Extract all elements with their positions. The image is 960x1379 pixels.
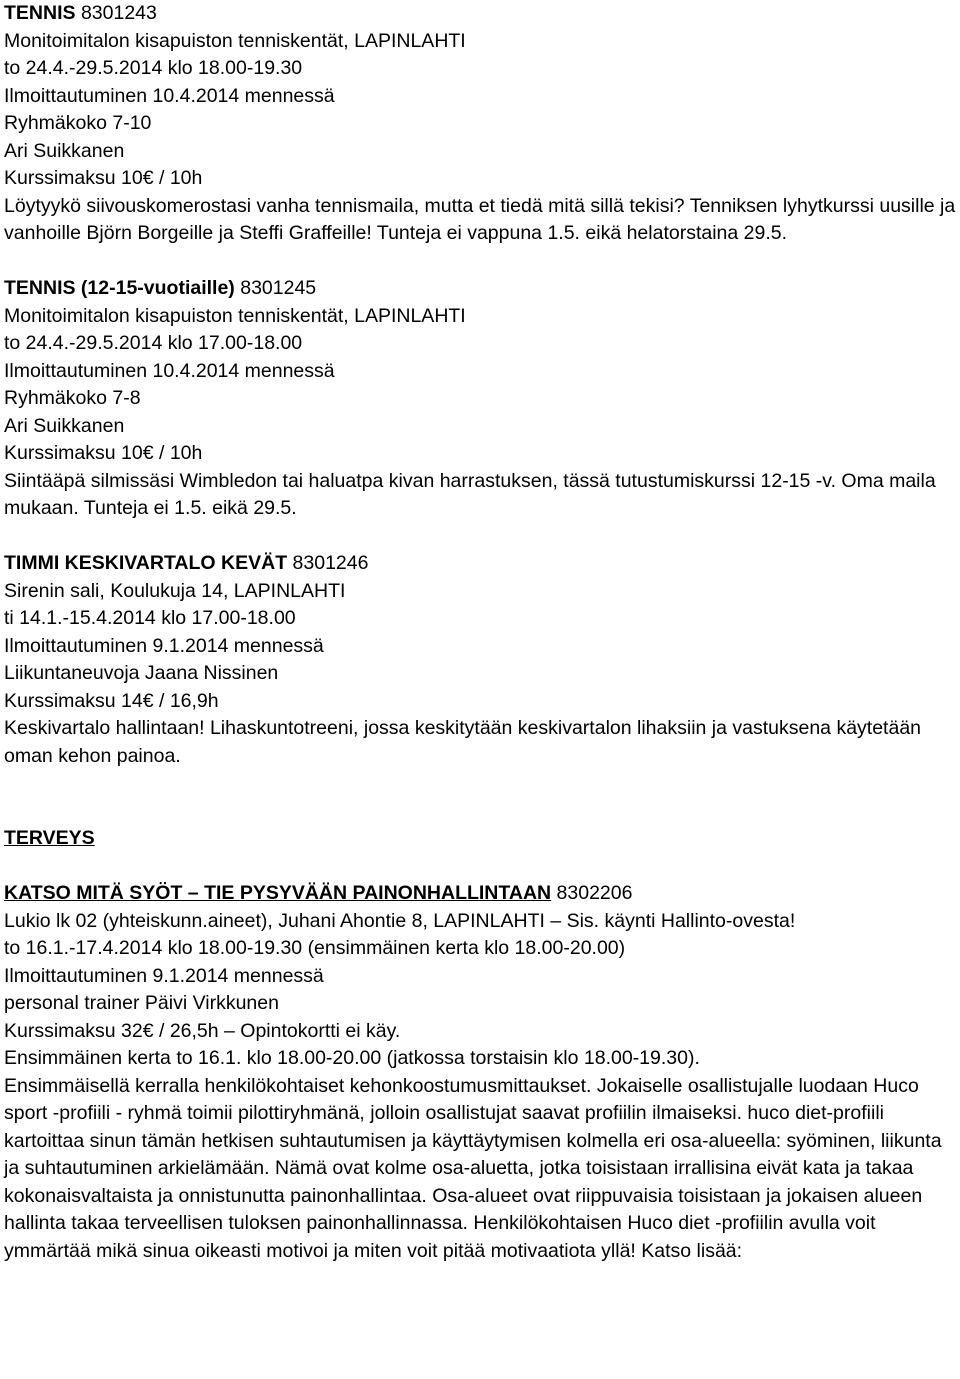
course-name: TENNIS (12-15-vuotiaille) bbox=[4, 277, 235, 299]
course-teacher: Ari Suikkanen bbox=[4, 139, 125, 162]
course-registration: Ilmoittautuminen 9.1.2014 mennessä bbox=[4, 634, 324, 657]
course-title bbox=[4, 275, 956, 303]
course-time: to 24.4.-29.5.2014 klo 18.00-19.30 bbox=[4, 57, 303, 79]
course-group-size: Ryhmäkoko 7-8 bbox=[4, 387, 141, 409]
course-title bbox=[4, 880, 956, 908]
course-registration: Ilmoittautuminen 9.1.2014 mennessä bbox=[4, 964, 324, 987]
course-time: to 16.1.-17.4.2014 klo 18.00-19.30 (ensimmäinen kerta klo 18.00-20.00) bbox=[4, 937, 626, 959]
course-code: 8301245 bbox=[240, 277, 317, 299]
section-heading: TERVEYS bbox=[4, 827, 95, 849]
course-time: ti 14.1.-15.4.2014 klo 17.00-18.00 bbox=[4, 607, 296, 629]
course-registration: Ilmoittautuminen 10.4.2014 mennessä bbox=[4, 84, 335, 107]
course-code: 8301243 bbox=[80, 2, 157, 24]
course-name: TENNIS bbox=[4, 2, 76, 24]
course-code: 8302206 bbox=[556, 882, 633, 904]
course-code: 8301246 bbox=[292, 552, 369, 574]
course-location: Sirenin sali, Koulukuja 14, LAPINLAHTI bbox=[4, 579, 346, 602]
course-fee: Kurssimaksu 32€ / 26,5h – Opintokortti ei käy. bbox=[4, 1019, 401, 1042]
course-description: Keskivartalo hallintaan! Lihaskuntotreeni, jossa keskitytään keskivartalon lihaksiin ja vastuksena käytetään oman kehon painoa. bbox=[4, 717, 922, 767]
course-tennis bbox=[4, 0, 956, 248]
course-group-size: Ryhmäkoko 7-10 bbox=[4, 112, 152, 134]
course-name: KATSO MITÄ SYÖT – TIE PYSYVÄÄN PAINONHALLINTAAN bbox=[4, 882, 552, 904]
spacer bbox=[4, 853, 956, 881]
course-fee: Kurssimaksu 14€ / 16,9h bbox=[4, 689, 219, 712]
course-title bbox=[4, 550, 956, 578]
course-description: Siintääpä silmissäsi Wimbledon tai haluatpa kivan harrastuksen, tässä tutustumiskurssi 12-15 -v. Oma maila mukaan. Tunteja ei 1.5. eikä 29.5. bbox=[4, 469, 936, 519]
course-teacher: Ari Suikkanen bbox=[4, 414, 125, 437]
course-registration: Ilmoittautuminen 10.4.2014 mennessä bbox=[4, 359, 335, 382]
course-name: TIMMI KESKIVARTALO KEVÄT bbox=[4, 552, 288, 574]
course-location: Monitoimitalon kisapuiston tenniskentät, LAPINLAHTI bbox=[4, 29, 466, 52]
course-teacher: personal trainer Päivi Virkkunen bbox=[4, 992, 279, 1014]
course-description: Löytyykö siivouskomerostasi vanha tennismaila, mutta et tiedä mitä sillä tekisi? Tenniksen lyhytkurssi uusille ja vanhoille Björn Borgeille ja Steffi Graffeille! Tunteja ei vappuna 1.5. eikä helatorstaina 29.5. bbox=[4, 194, 956, 244]
course-teacher: Liikuntaneuvoja Jaana Nissinen bbox=[4, 662, 279, 684]
course-katso-mita-syot bbox=[4, 880, 956, 1265]
course-time: to 24.4.-29.5.2014 klo 17.00-18.00 bbox=[4, 332, 303, 354]
spacer bbox=[4, 523, 956, 551]
course-title bbox=[4, 0, 956, 28]
spacer bbox=[4, 770, 956, 825]
course-fee: Kurssimaksu 10€ / 10h bbox=[4, 442, 203, 464]
course-location: Lukio lk 02 (yhteiskunn.aineet), Juhani Ahontie 8, LAPINLAHTI – Sis. käynti Hallinto-ovesta! bbox=[4, 909, 796, 932]
course-location: Monitoimitalon kisapuiston tenniskentät, LAPINLAHTI bbox=[4, 304, 466, 327]
course-fee: Kurssimaksu 10€ / 10h bbox=[4, 167, 203, 189]
spacer bbox=[4, 248, 956, 276]
course-timmi-keskivartalo bbox=[4, 550, 956, 770]
course-first-time: Ensimmäinen kerta to 16.1. klo 18.00-20.00 (jatkossa torstaisin klo 18.00-19.30). bbox=[4, 1047, 700, 1069]
course-tennis-youth bbox=[4, 275, 956, 523]
course-description: Ensimmäisellä kerralla henkilökohtaiset kehonkoostumusmittaukset. Jokaiselle osallistujalle luodaan Huco sport -profiili - ryhmä toimii pilottiryhmänä, jolloin osallistujat saavat profiilin ilmaiseksi. huco diet-profiili kartoittaa sinun tämän hetkisen suhtautumisen ja käyttäytymisen kolmella eri osa-alueella: syöminen, liikunta ja suhtautuminen arkielämään. Nämä ovat kolme osa-aluetta, jotka toisistaan irrallisina eivät kata ja takaa kokonaisvaltaista ja onnistunutta painonhallintaa. Osa-alueet ovat riippuvaisia toisistaan ja jokaisen alueen hallinta takaa terveellisen tuloksen painonhallinnassa. Henkilökohtaisen Huco diet -profiilin avulla voit ymmärtää mikä sinua oikeasti motivoi ja miten voit pitää motivaatiota yllä! Katso lisää: bbox=[4, 1074, 942, 1262]
